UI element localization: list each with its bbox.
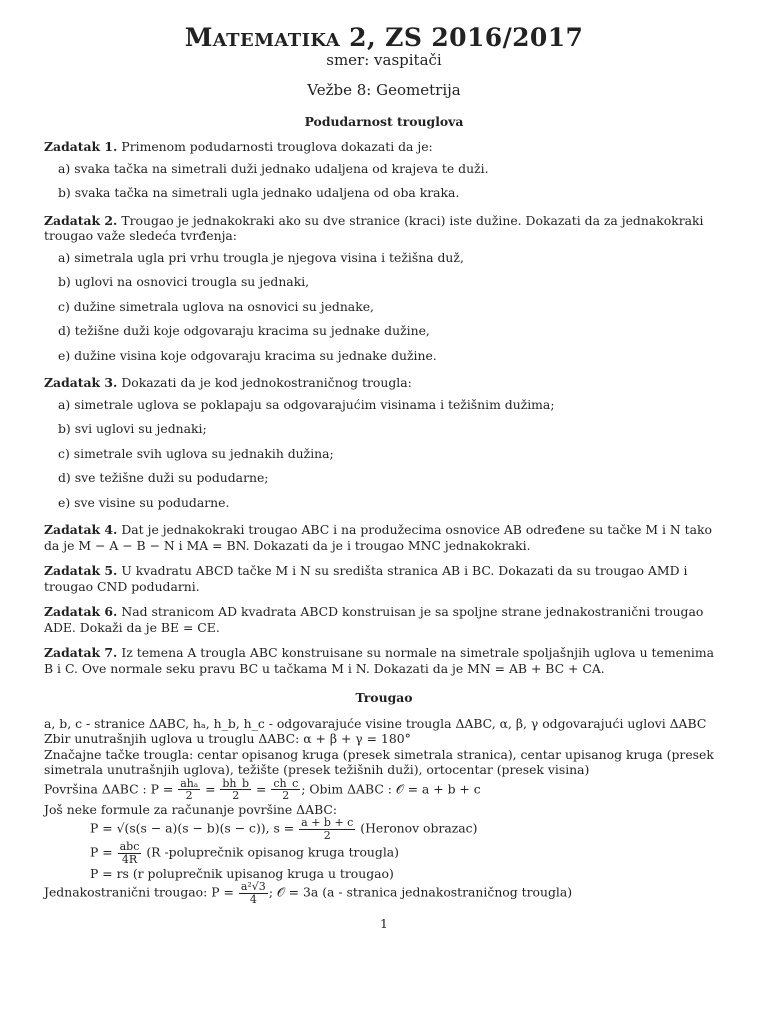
frac-num: a²√3 (240, 880, 266, 894)
trougao-line-notation: a, b, c - stranice ΔABC, hₐ, h_b, h_c - odgovarajuće visine trougla ΔABC, α, β, γ odgovarajući uglovi ΔABC (44, 715, 707, 731)
task-label: Zadatak 7. (44, 645, 118, 661)
frac-num: abc (119, 840, 140, 854)
tasks-list (44, 139, 724, 510)
fraction-aha (178, 778, 200, 802)
task-label: Zadatak 1. (44, 139, 118, 155)
trougao-line-area: Površina ΔABC : P = $\frac{\text{ahₐ}}{2}$ = $\frac{bh\_b}{2}$ = $\frac{ch\_c}{2}$ ; Obim ΔABC : 𝒪 = a + b + c (44, 776, 481, 803)
task-6 (44, 604, 724, 635)
equilateral-formula (44, 881, 724, 905)
list-item (58, 397, 724, 413)
section-heading-trougao: Trougao (355, 690, 413, 706)
equilateral-note: ; 𝒪 = 3a (a - stranica jednakostraničnog trougla) (268, 884, 573, 900)
task-label: Zadatak 4. (44, 522, 118, 538)
heron-lead: P = √(s(s − a)(s − b)(s − c)), s = (90, 820, 295, 836)
item-letter: a) (58, 249, 71, 265)
item-letter: c) (58, 445, 70, 461)
subtitle-vezbe: Vežbe 8: Geometrija (307, 81, 461, 99)
equilateral-lead: Jednakostranični trougao: P = (44, 884, 234, 900)
task-4 (44, 522, 724, 553)
item-letter: e) (58, 347, 71, 363)
item-text: uglovi na osnovici trougla su jednaki, (74, 274, 310, 290)
fraction-abc-4r (118, 841, 142, 865)
item-text: težišne duži koje odgovaraju kracima su jednake dužine, (74, 323, 430, 339)
task-items (44, 161, 724, 201)
task-2 (44, 213, 724, 364)
frac-num: bh_b (222, 776, 250, 790)
area-lead: Površina ΔABC : P = (44, 781, 174, 797)
trougao-line-more: Još neke formule za računanje površine ΔABC: (44, 801, 338, 817)
task-text: Nad stranicom AD kvadrata ABCD konstruisan je sa spoljne strane jednakostranični trougao ADE. Dokaži da je BE = CE. (44, 604, 704, 635)
area-perimeter: ; Obim ΔABC : 𝒪 = a + b + c (301, 781, 481, 797)
list-item (58, 446, 724, 462)
task-text: Dokazati da je kod jednokostraničnog trougla: (121, 375, 412, 391)
item-letter: b) (58, 274, 71, 290)
item-text: sve težišne duži su podudarne; (74, 470, 269, 486)
task-5 (44, 563, 724, 594)
task-label: Zadatak 2. (44, 212, 118, 228)
list-item (58, 299, 724, 315)
task-items (44, 250, 724, 364)
item-letter: d) (58, 323, 71, 339)
list-item (58, 470, 724, 486)
document-title: Matematika 2, ZS 2016/2017 (184, 23, 584, 52)
item-text: svaka tačka na simetrali duži jednako udaljena od krajeva te duži. (74, 160, 489, 176)
list-item (58, 495, 724, 511)
item-text: svi uglovi su jednaki; (74, 421, 207, 437)
fraction-semiperimeter (299, 817, 355, 841)
item-letter: a) (58, 396, 71, 412)
task-items (44, 397, 724, 511)
item-text: simetrale svih uglova su jednakih dužina; (73, 445, 334, 461)
frac-den: 4R (121, 852, 138, 866)
item-letter: b) (58, 185, 71, 201)
item-letter: c) (58, 298, 70, 314)
trougao-line-angle-sum: Zbir unutrašnjih uglova u trouglu ΔABC: α + β + γ = 180° (44, 731, 411, 747)
circumradius-note: (R -poluprečnik opisanog kruga trougla) (146, 844, 400, 860)
fraction-chc (271, 778, 300, 802)
item-text: simetrala ugla pri vrhu trougla je njegova visina i težišna duž, (74, 249, 464, 265)
task-text: Primenom podudarnosti trouglova dokazati da je: (121, 139, 433, 155)
frac-num: ch_c (273, 776, 299, 790)
circumradius-formula (90, 841, 724, 865)
subtitle-smer: smer: vaspitači (326, 50, 442, 69)
item-text: svaka tačka na simetrali ugla jednako udaljena od oba kraka. (74, 185, 460, 201)
item-text: dužine simetrala uglova na osnovici su jednake, (73, 298, 374, 314)
item-text: sve visine su podudarne. (74, 494, 230, 510)
item-letter: a) (58, 160, 71, 176)
task-label: Zadatak 5. (44, 563, 118, 579)
frac-den: 2 (282, 789, 290, 803)
task-label: Zadatak 3. (44, 375, 118, 391)
circumradius-lead: P = (90, 844, 113, 860)
item-letter: e) (58, 494, 71, 510)
task-7 (44, 645, 724, 676)
task-3 (44, 375, 724, 510)
frac-den: 2 (185, 789, 193, 803)
page-number: 1 (380, 916, 388, 931)
frac-den: 2 (323, 828, 331, 842)
task-text: Iz temena A trougla ABC konstruisane su normale na simetrale spoljašnjih uglova u temenima B i C. Ove normale seku pravu BC u tačkama M i N. Dokazati da je MN = AB + BC + CA. (44, 645, 715, 676)
item-text: dužine visina koje odgovaraju kracima su jednake dužine. (74, 347, 437, 363)
list-item (58, 185, 724, 201)
list-item (58, 348, 724, 364)
item-text: simetrale uglova se poklapaju sa odgovarajućim visinama i težišnim dužima; (74, 396, 555, 412)
list-item (58, 323, 724, 339)
heron-note: (Heronov obrazac) (360, 820, 478, 836)
frac-den: 2 (232, 789, 240, 803)
list-item (58, 274, 724, 290)
task-text: Trougao je jednakokraki ako su dve stranice (kraci) iste dužine. Dokazati da za jednakokraki trougao važe sledeća tvrđenja: (44, 212, 704, 244)
list-item (58, 250, 724, 266)
task-text: U kvadratu ABCD tačke M i N su središta stranica AB i BC. Dokazati da su trougao AMD i trougao CND podudarni. (44, 563, 688, 594)
list-item (58, 161, 724, 177)
frac-num: a + b + c (301, 816, 354, 830)
frac-den: 4 (249, 892, 257, 906)
task-text: Dat je jednakokraki trougao ABC i na produžecima osnovice AB određene su tačke M i N tako da je M − A − B − N i MA = BN. Dokazati da je i trougao MNC jednakokraki. (44, 522, 713, 553)
section-heading-podudarnost: Podudarnost trouglova (304, 113, 464, 129)
inradius-formula: P = rs (r poluprečnik upisanog kruga u trougao) (90, 865, 394, 881)
fraction-equilateral-area (239, 881, 268, 905)
trougao-formulas (44, 716, 724, 905)
list-item (58, 421, 724, 437)
item-letter: b) (58, 421, 71, 437)
trougao-line-points: Značajne tačke trougla: centar opisanog kruga (presek simetrala stranica), centar upisanog kruga (presek simetrala unutrašnjih uglova), težište (presek težišnih duži), ortocentar (presek visina) (44, 746, 714, 778)
heron-formula (90, 817, 724, 841)
task-1 (44, 139, 724, 201)
fraction-bhb (220, 778, 251, 802)
frac-num: ahₐ (180, 776, 199, 790)
document-page (44, 24, 724, 905)
item-letter: d) (58, 470, 71, 486)
task-label: Zadatak 6. (44, 604, 118, 620)
